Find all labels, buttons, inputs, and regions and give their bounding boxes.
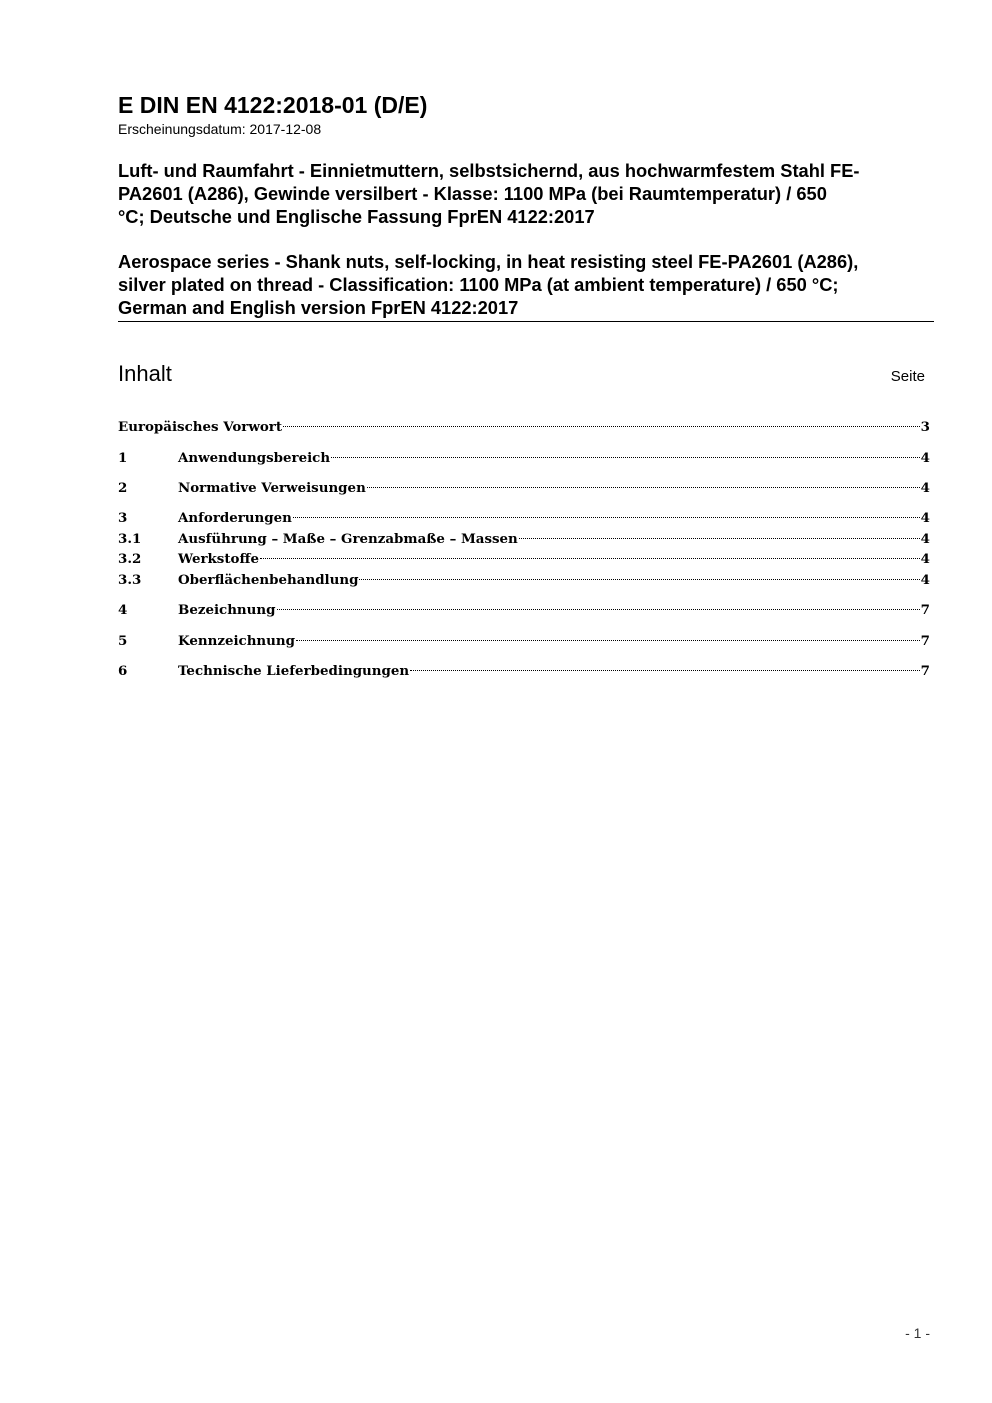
toc-dot-leader: [260, 558, 920, 559]
page-number: - 1 -: [905, 1325, 930, 1341]
toc-entry-number: 1: [118, 450, 128, 466]
toc-entry-title: Bezeichnung: [178, 602, 276, 618]
toc-entry-title: Ausführung – Maße – Grenzabmaße – Massen: [178, 531, 518, 547]
toc-entry-number: 4: [118, 602, 128, 618]
title-german-line: °C; Deutsche und Englische Fassung FprEN 4122:2017: [118, 206, 595, 227]
toc-dot-leader: [283, 426, 920, 427]
toc-entry-title: Anwendungsbereich: [178, 450, 331, 466]
toc-dot-leader: [367, 487, 920, 488]
toc-entry-page: 4: [920, 551, 930, 567]
title-english-line: German and English version FprEN 4122:2017: [118, 297, 519, 318]
toc-entry-3[interactable]: [118, 508, 930, 528]
publication-date: Erscheinungsdatum: 2017-12-08: [118, 121, 322, 137]
title-english-line: Aerospace series - Shank nuts, self-locking, in heat resisting steel FE-PA2601 (A286),: [118, 251, 859, 272]
toc-entry-page: 7: [920, 633, 930, 649]
toc-entry-title: Europäisches Vorwort: [118, 419, 283, 435]
toc-entry-2[interactable]: [118, 478, 930, 498]
toc-dot-leader: [296, 640, 920, 641]
toc-entry-page: 4: [920, 572, 930, 588]
toc-entry-number: 3.1: [118, 531, 142, 547]
toc-entry-page: 4: [920, 450, 930, 466]
toc-entry-page: 4: [920, 531, 930, 547]
toc-entry-number: 3.3: [118, 572, 142, 588]
toc-dot-leader: [359, 579, 919, 580]
toc-dot-leader: [519, 538, 920, 539]
toc-entry-3-1[interactable]: [118, 529, 930, 549]
toc-entry-number: 3.2: [118, 551, 142, 567]
toc-entry-number: 3: [118, 510, 128, 526]
toc-entry-1[interactable]: [118, 448, 930, 468]
toc-entry-title: Normative Verweisungen: [178, 480, 366, 496]
toc-entry-4[interactable]: [118, 600, 930, 620]
title-german-line: PA2601 (A286), Gewinde versilbert - Klasse: 1100 MPa (bei Raumtemperatur) / 650: [118, 183, 827, 204]
toc-dot-leader: [410, 670, 920, 671]
toc-entry-title: Oberflächenbehandlung: [178, 572, 359, 588]
toc-entry-european-foreword[interactable]: [118, 417, 930, 437]
toc-dot-leader: [331, 457, 920, 458]
toc-entry-title: Werkstoffe: [178, 551, 259, 567]
toc-dot-leader: [277, 609, 920, 610]
toc-entry-page: 4: [920, 480, 930, 496]
toc-entry-number: 6: [118, 663, 128, 679]
toc-entry-3-2[interactable]: [118, 549, 930, 569]
document-id: E DIN EN 4122:2018-01 (D/E): [118, 92, 428, 118]
toc-entry-6[interactable]: [118, 661, 930, 681]
title-english: [118, 250, 938, 319]
toc-dot-leader: [293, 517, 920, 518]
toc-page-column-label: Seite: [890, 368, 925, 385]
title-german-line: Luft- und Raumfahrt - Einnietmuttern, selbstsichernd, aus hochwarmfestem Stahl FE-: [118, 160, 860, 181]
toc-entry-5[interactable]: [118, 631, 930, 651]
toc-entry-page: 7: [920, 602, 930, 618]
toc-entry-3-3[interactable]: [118, 570, 930, 590]
title-divider: [118, 321, 934, 322]
toc-entry-title: Kennzeichnung: [178, 633, 296, 649]
toc-heading: Inhalt: [118, 361, 172, 386]
toc-entry-number: 2: [118, 480, 128, 496]
toc-entry-page: 7: [920, 663, 930, 679]
toc-entry-number: 5: [118, 633, 128, 649]
title-english-line: silver plated on thread - Classification: 1100 MPa (at ambient temperature) / 650 °C;: [118, 274, 839, 295]
title-german: [118, 159, 938, 228]
toc-entry-title: Anforderungen: [178, 510, 292, 526]
toc-entry-page: 4: [920, 510, 930, 526]
toc-entry-title: Technische Lieferbedingungen: [178, 663, 410, 679]
toc-entry-page: 3: [920, 419, 930, 435]
